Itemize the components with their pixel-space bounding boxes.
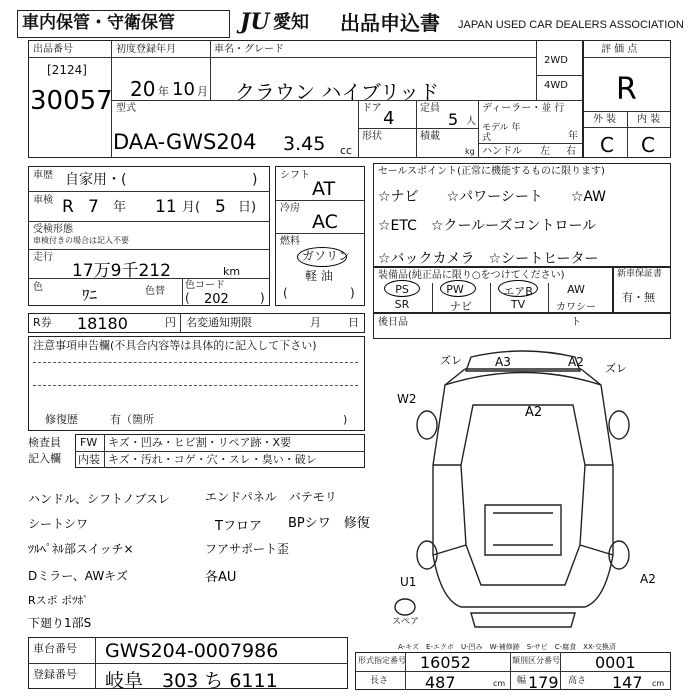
inspection-day: 5 xyxy=(215,197,226,217)
selling-points-label: セールスポイント(正常に機能するものに限ります) xyxy=(378,166,605,177)
remark-8: Dミラー、AWキズ xyxy=(28,569,128,583)
usage-close: ) xyxy=(252,172,258,188)
diag-legend: A-キズ E-エクボ U-凹み W-補修跡 S-サビ C-腐食 XX-交換済 xyxy=(398,643,616,651)
cert-class-label: 類別区分番号 xyxy=(512,656,560,665)
equip-aw: AW xyxy=(567,283,585,296)
doors-label: ドア xyxy=(362,103,382,114)
fuel-label: 燃料 xyxy=(280,236,300,247)
cert-label-2: 長さ xyxy=(370,676,389,686)
diag-label-7: U1 xyxy=(400,575,417,589)
equip-navi: ナビ xyxy=(450,300,472,313)
chassis-value: GWS204-0007986 xyxy=(105,640,279,662)
diag-label-8: A2 xyxy=(640,572,656,586)
usage-label: 車歴 xyxy=(33,170,53,181)
registration-month-unit: 月 xyxy=(197,85,208,98)
registration-year-unit: 年 xyxy=(158,85,169,98)
diag-label-5: W2 xyxy=(397,392,417,406)
cc-unit: cc xyxy=(340,144,353,157)
type-value: DAA-GWS204 xyxy=(113,130,257,154)
cert-value-1: 16052 xyxy=(420,653,471,672)
inspection-label: 車検 xyxy=(33,195,53,206)
brand-name: 愛知 xyxy=(273,12,309,33)
shape-label: 形状 xyxy=(362,131,382,142)
inspection-day-unit: 日) xyxy=(238,200,257,215)
registration-month: 10 xyxy=(172,79,195,100)
inspector-label-1: 検査員 xyxy=(28,436,61,449)
color-code-value: 202 xyxy=(204,292,229,307)
cert-value-2: 487 xyxy=(425,673,456,692)
equipment-label: 装備品(純正品に限り○をつけてください) xyxy=(378,270,565,281)
chassis-label: 車台番号 xyxy=(33,642,77,655)
capacity-label: 定員 xyxy=(420,103,440,114)
load-label: 積載 xyxy=(420,131,440,142)
type-label: 型式 xyxy=(116,103,136,114)
color-change-label: 色替 xyxy=(145,286,165,297)
warranty-options: 有・無 xyxy=(622,291,655,304)
fuel-diesel: 軽 油 xyxy=(305,269,333,283)
recycle-unit: 円 xyxy=(165,316,176,329)
inspector-label-2: 記入欄 xyxy=(28,452,61,465)
inspection-month: 11 xyxy=(155,197,177,217)
doors-value: 4 xyxy=(383,108,395,129)
handle-right: 右 xyxy=(566,146,576,157)
capacity-value: 5 xyxy=(448,110,459,129)
capacity-unit: 人 xyxy=(466,116,476,127)
repair-label: 修復歴 xyxy=(45,413,78,426)
equip-tv: TV xyxy=(510,298,526,311)
displacement: 3.45 xyxy=(283,133,326,155)
form-title: 出品申込書 xyxy=(340,11,440,35)
recycle-value: 18180 xyxy=(77,314,128,333)
handle-left: 左 xyxy=(540,146,550,157)
lot-small: [2124] xyxy=(47,63,87,77)
car-damage-diagram xyxy=(375,345,671,635)
interior-grade: C xyxy=(641,133,655,157)
remark-5: BPシワ 修復 xyxy=(288,516,370,531)
inspector-fw-text: キズ・凹み・ヒビ割・リペア跡・X要 xyxy=(108,436,292,449)
title-change-day: 日 xyxy=(348,316,359,329)
selling-line-1: ☆ナビ ☆パワーシート ☆AW xyxy=(378,189,607,205)
reception-note: 車検付きの場合は記入不要 xyxy=(33,236,129,245)
remark-7: フアサポート歪 xyxy=(205,542,290,556)
mileage-label: 走行 xyxy=(33,252,53,263)
aircon-label: 冷房 xyxy=(280,203,300,214)
inspection-month-unit: 月( xyxy=(182,200,201,215)
equip-leather: カワシート xyxy=(556,302,596,328)
mileage-unit: km xyxy=(223,265,241,278)
brand-logo: JU xyxy=(240,9,270,35)
title-change-label: 名変通知期限 xyxy=(186,316,252,329)
eval-score: R xyxy=(616,72,637,107)
drive-4wd: 4WD xyxy=(544,80,568,91)
interior-label: 内 装 xyxy=(637,114,661,125)
color-code-label: 色コード xyxy=(185,280,225,291)
plate-value: 岐阜 303 ち 6111 xyxy=(105,670,278,692)
cert-cm-1: cm xyxy=(493,679,506,688)
remark-11: 下廻り1部S xyxy=(28,616,92,630)
cert-value-4: 179 xyxy=(528,673,559,692)
exterior-grade: C xyxy=(600,133,614,157)
storage-header: 車内保管・守衛保管 xyxy=(22,13,175,33)
remark-10: Rスポ ポﾂﾎﾟ xyxy=(28,594,89,607)
notes-label: 注意事項申告欄(不具合内容等は具体的に記入して下さい) xyxy=(33,339,317,352)
shift-value: AT xyxy=(312,178,336,200)
warranty-label: 新車保証書 xyxy=(617,269,663,279)
inspector-int-text: キズ・汚れ・コゲ・穴・スレ・臭い・破レ xyxy=(108,453,317,466)
registration-year: 20 xyxy=(130,77,156,101)
remark-2: エンドパネル バテモリ xyxy=(205,490,337,504)
diag-label-2: A3 xyxy=(495,355,511,369)
lot-label: 出品番号 xyxy=(33,44,73,55)
fuel-gasoline: ガソリン xyxy=(302,249,351,263)
fuel-paren-open: ( xyxy=(283,286,288,300)
association-name: JAPAN USED CAR DEALERS ASSOCIATION xyxy=(458,19,684,31)
recycle-label: R券 xyxy=(33,316,52,329)
dealer-label: ディーラー・並 行 xyxy=(482,103,565,114)
repair-close: ) xyxy=(343,413,348,426)
aircon-value: AC xyxy=(312,211,338,233)
usage-value: 自家用・( xyxy=(65,172,127,188)
year-suffix: 年 xyxy=(568,131,578,142)
color-code-paren-close: ) xyxy=(260,291,265,305)
repair-value: 有（箇所 xyxy=(110,413,154,426)
lot-number: 30057 xyxy=(30,86,113,116)
post-date-label: 後日品 xyxy=(378,317,408,328)
remark-4: Tフロア xyxy=(215,519,262,534)
diag-label-3: A2 xyxy=(568,355,584,369)
color-label: 色 xyxy=(33,282,43,293)
model-name: クラウン ハイブリッド xyxy=(235,80,440,104)
selling-line-2: ☆ETC ☆クールーズコントロール xyxy=(378,218,597,234)
equip-sr: SR xyxy=(394,298,410,311)
equip-airbag: エアB xyxy=(503,285,533,298)
diag-spare: スペア xyxy=(392,617,420,627)
selling-line-3: ☆バックカメラ ☆シートヒーター xyxy=(378,251,599,267)
inspection-year-unit: 年 xyxy=(113,200,127,215)
equip-ps: PS xyxy=(395,283,409,296)
inspector-fw-tag: FW xyxy=(80,436,98,449)
color-value: ﾜﾆ xyxy=(82,286,98,304)
cert-width-label: 幅 xyxy=(517,676,527,686)
remark-9: 各AU xyxy=(205,570,237,585)
eval-label: 評 価 点 xyxy=(601,44,638,55)
cert-value-3: 0001 xyxy=(595,653,636,672)
post-date-frame xyxy=(373,313,671,339)
mileage-value: 17万9千212 xyxy=(72,261,171,281)
shift-label: シフト xyxy=(280,170,310,181)
remark-1: ハンドル、シフトノブスレ xyxy=(28,492,170,506)
remark-6: ﾂﾙﾍﾟﾈﾙ部スイッチ× xyxy=(28,542,134,556)
drive-2wd: 2WD xyxy=(544,55,568,66)
model-year-label: モデル 年式 xyxy=(482,123,521,143)
cert-value-5: 147 xyxy=(612,673,643,692)
inspection-year: 7 xyxy=(88,197,99,217)
diag-label-4: ズレ xyxy=(605,362,627,375)
fuel-paren-close: ) xyxy=(350,286,355,300)
model-label: 車名・グレード xyxy=(214,44,284,55)
remark-3: シートシワ xyxy=(28,517,89,531)
equip-pw: PW xyxy=(446,283,464,296)
exterior-label: 外 装 xyxy=(593,114,617,125)
registration-label: 初度登録年月 xyxy=(116,44,176,55)
cert-height-label: 高さ xyxy=(568,676,587,686)
handle-label: ハンドル xyxy=(482,146,522,157)
title-change-month: 月 xyxy=(310,316,321,329)
inspector-int-tag: 内装 xyxy=(78,453,100,466)
reception-label: 受検形態 xyxy=(33,224,73,235)
plate-label: 登録番号 xyxy=(33,668,77,681)
cert-label-1: 形式指定番号 xyxy=(358,656,406,665)
cert-cm-2: cm xyxy=(652,679,665,688)
diag-label-6: A2 xyxy=(525,405,543,420)
inspection-era: R xyxy=(62,197,74,217)
diag-label-1: ズレ xyxy=(440,354,462,367)
color-code-paren-open: ( xyxy=(185,291,190,305)
kg-unit: kg xyxy=(465,147,475,156)
